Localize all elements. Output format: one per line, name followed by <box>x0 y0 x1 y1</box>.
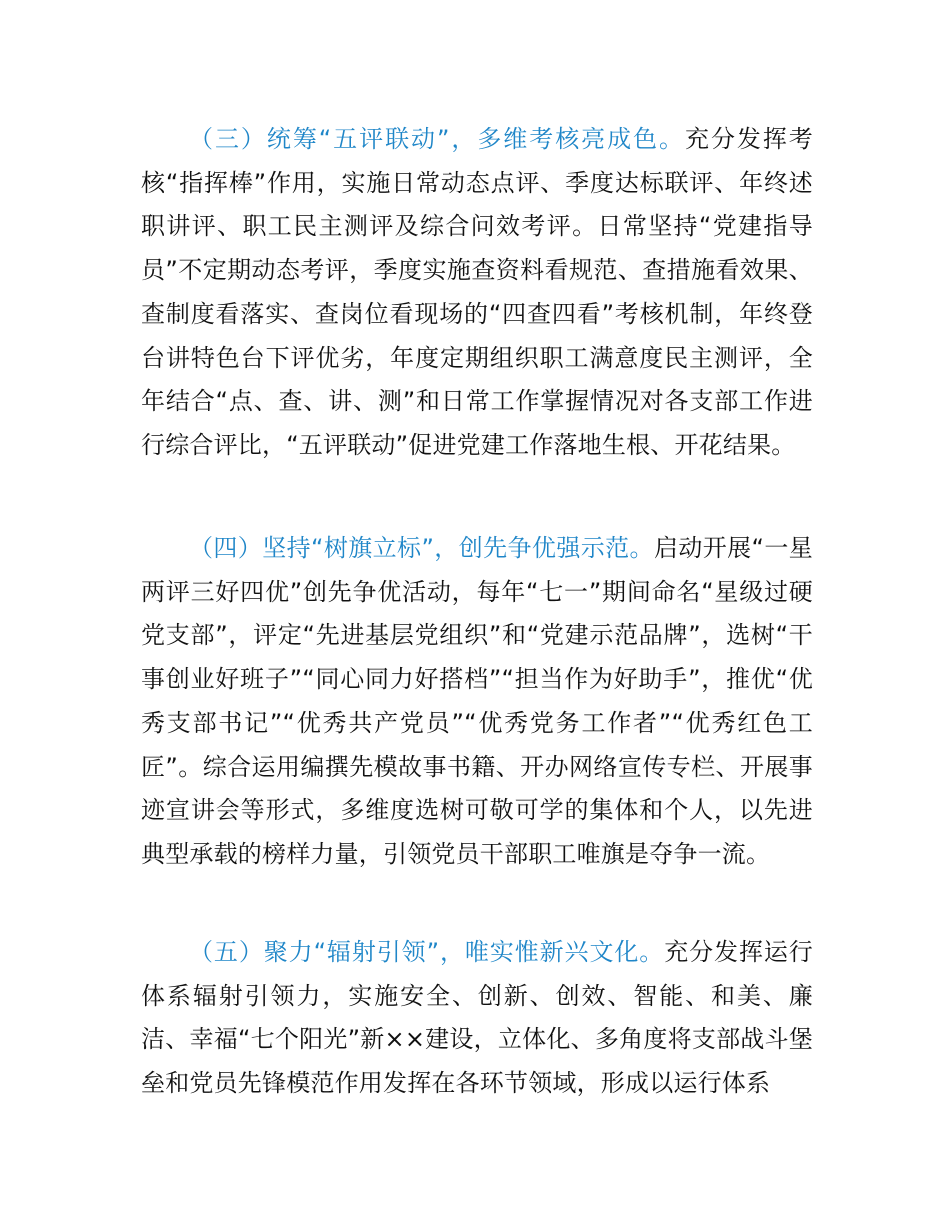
paragraph-3 <box>141 118 813 468</box>
paragraph-4 <box>141 527 813 877</box>
paragraph-5 <box>141 931 813 1106</box>
paragraph-body: 充分发挥运行体系辐射引领力，实施安全、创新、创效、智能、和美、廉洁、幸福“七个阳光”新××建设，立体化、多角度将支部战斗堡垒和党员先锋模范作用发挥在各环节领域，形成以运行体系 <box>141 938 814 1098</box>
paragraph-body: 启动开展“一星两评三好四优”创先争优活动，每年“七一”期间命名“星级过硬党支部”，评定“先进基层党组织”和“党建示范品牌”，选树“干事创业好班子”“同心同力好搭档”“担当作为好助手”，推优“优秀支部书记”“优秀共产党员”“优秀党务工作者”“优秀红色工匠”。综合运用编撰先模故事书籍、开办网络宣传专栏、开展事迹宣讲会等形式，多维度选树可敬可学的集体和个人，以先进典型承载的榜样力量，引领党员干部职工唯旗是夺争一流。 <box>141 534 813 868</box>
paragraph-heading: （四）坚持“树旗立标”，创先争优强示范。 <box>189 534 654 562</box>
paragraph-heading: （五）聚力“辐射引领”，唯实惟新兴文化。 <box>189 938 665 966</box>
paragraph-heading: （三）统筹“五评联动”，多维考核亮成色。 <box>189 125 685 153</box>
paragraph-body: 充分发挥考核“指挥棒”作用，实施日常动态点评、季度达标联评、年终述职讲评、职工民主测评及综合问效考评。日常坚持“党建指导员”不定期动态考评，季度实施查资料看规范、查措施看效果、查制度看落实、查岗位看现场的“四查四看”考核机制，年终登台讲特色台下评优劣，年度定期组织职工满意度民主测评，全年结合“点、查、讲、测”和日常工作掌握情况对各支部工作进行综合评比，“五评联动”促进党建工作落地生根、开花结果。 <box>141 125 814 459</box>
